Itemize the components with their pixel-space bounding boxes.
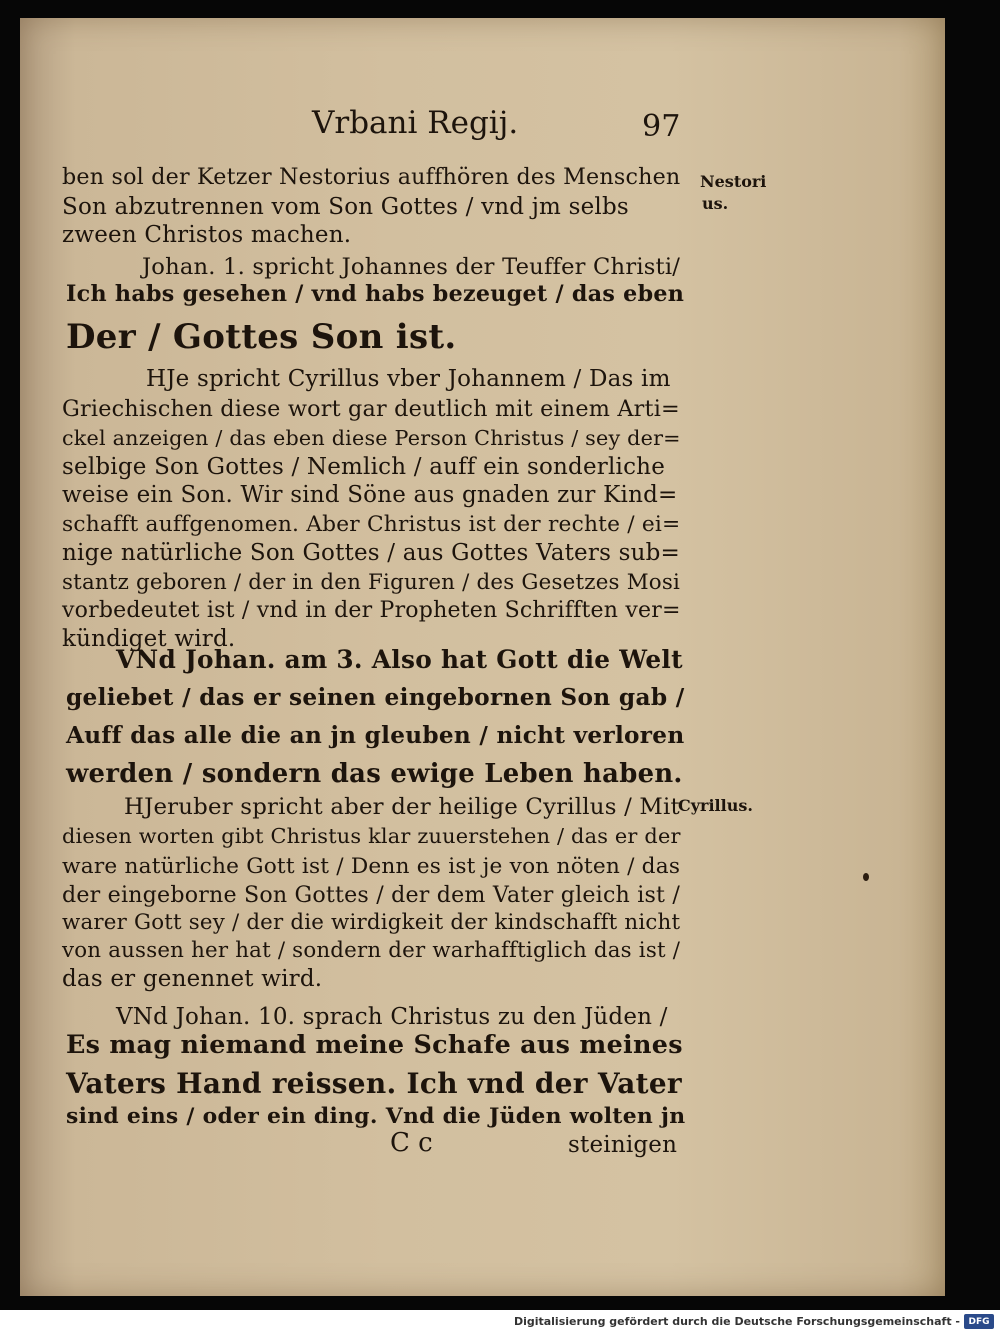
text-line: vorbedeutet ist / vnd in der Propheten Schrifften ver= — [62, 598, 681, 623]
running-title: Vrbani Regij. — [312, 105, 519, 141]
text-line: geliebet / das er seinen eingebornen Son gab / — [66, 684, 685, 711]
text-line: Der / Gottes Son ist. — [66, 317, 457, 357]
text-line: ckel anzeigen / das eben diese Person Christus / sey der= — [62, 426, 681, 450]
text-line: sind eins / oder ein ding. Vnd die Jüden wolten jn — [66, 1103, 686, 1129]
text-line: Ich habs gesehen / vnd habs bezeuget / das eben — [66, 281, 685, 307]
text-line: der eingeborne Son Gottes / der dem Vater gleich ist / — [62, 882, 681, 908]
text-line: Auff das alle die an jn gleuben / nicht verloren — [66, 722, 685, 749]
text-line: stantz geboren / der in den Figuren / des Gesetzes Mosi — [62, 570, 681, 595]
page-number: 97 — [642, 109, 681, 144]
catchword: steinigen — [568, 1132, 678, 1158]
marginal-note: us. — [702, 194, 729, 213]
text-line: HJe spricht Cyrillus vber Johannem / Das im — [146, 366, 671, 392]
text-line: zween Christos machen. — [62, 222, 352, 248]
text-line: HJeruber spricht aber der heilige Cyrillus / Mit — [124, 794, 680, 820]
text-line: weise ein Son. Wir sind Söne aus gnaden zur Kind= — [62, 482, 678, 508]
text-line: Son abzutrennen vom Son Gottes / vnd jm selbs — [62, 194, 629, 220]
text-line: von aussen her hat / sondern der warhafftiglich das ist / — [62, 938, 681, 963]
text-line: ben sol der Ketzer Nestorius auffhören des Menschen — [62, 164, 681, 190]
text-line: VNd Johan. 10. sprach Christus zu den Jüden / — [116, 1004, 668, 1030]
marginal-note: Nestori — [700, 172, 767, 191]
text-line: Griechischen diese wort gar deutlich mit einem Arti= — [62, 396, 680, 422]
text-line: Es mag niemand meine Schafe aus meines — [66, 1029, 683, 1059]
dfg-logo: DFG — [964, 1314, 994, 1329]
signature-mark: C c — [390, 1128, 433, 1158]
book-page — [20, 18, 945, 1296]
text-line: kündiget wird. — [62, 626, 236, 652]
text-line: Johan. 1. spricht Johannes der Teuffer Christi/ — [142, 254, 681, 280]
footer-bar — [0, 1310, 1000, 1333]
text-line: Vaters Hand reissen. Ich vnd der Vater — [66, 1067, 682, 1100]
text-line: selbige Son Gottes / Nemlich / auff ein sonderliche — [62, 454, 666, 480]
text-line: das er genennet wird. — [62, 966, 323, 992]
text-line: warer Gott sey / der die wirdigkeit der kindschafft nicht — [62, 910, 681, 935]
text-line: werden / sondern das ewige Leben haben. — [66, 759, 683, 789]
ink-speck — [863, 873, 869, 881]
text-line: nige natürliche Son Gottes / aus Gottes Vaters sub= — [62, 540, 680, 566]
text-line: schafft auffgenomen. Aber Christus ist der rechte / ei= — [62, 512, 681, 537]
funding-credit: Digitalisierung gefördert durch die Deutsche Forschungsgemeinschaft - — [513, 1315, 960, 1328]
marginal-note: Cyrillus. — [678, 796, 753, 815]
text-line: ware natürliche Gott ist / Denn es ist je von nöten / das — [62, 854, 681, 879]
text-line: VNd Johan. am 3. Also hat Gott die Welt — [116, 645, 683, 674]
text-line: diesen worten gibt Christus klar zuuerstehen / das er der — [62, 824, 681, 848]
